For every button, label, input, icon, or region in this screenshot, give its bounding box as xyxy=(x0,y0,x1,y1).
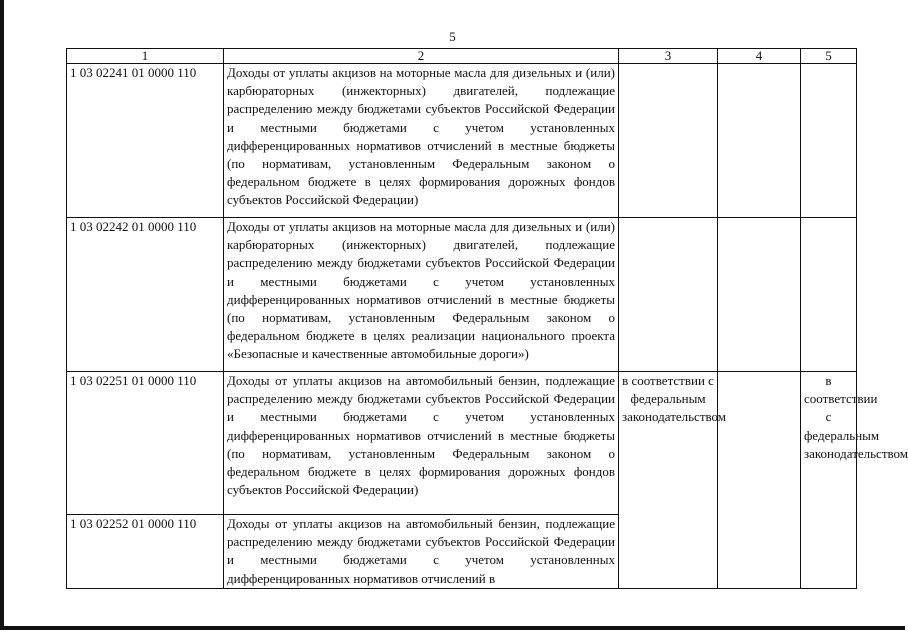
revenue-codes-table xyxy=(66,48,908,589)
revenue-code-cell: 1 03 02241 01 0000 110 xyxy=(67,64,224,218)
table-header-row xyxy=(67,49,857,64)
revenue-code-cell: 1 03 02252 01 0000 110 xyxy=(67,515,224,589)
column-header-5: 5 xyxy=(801,49,857,64)
table-row xyxy=(67,372,857,515)
column-5-cell xyxy=(801,218,857,372)
page-frame-bottom-edge xyxy=(0,626,905,630)
column-3-basis-cell: в соответствии с федеральным законодательством xyxy=(619,372,718,589)
column-header-1: 1 xyxy=(67,49,224,64)
revenue-description-cell: Доходы от уплаты акцизов на моторные масла для дизельных и (или) карбюраторных (инжекторных) двигателей, подлежащие распределению между бюджетами субъектов Российской Федерации и местными бюджетами с учетом установленных дифференцированных нормативов отчислений в местные бюджеты (по нормативам, установленным Федеральным законом о федеральном бюджете в целях реализации национального проекта «Безопасные и качественные автомобильные дороги») xyxy=(224,218,619,372)
revenue-code-cell: 1 03 02251 01 0000 110 xyxy=(67,372,224,515)
revenue-description-cell: Доходы от уплаты акцизов на моторные масла для дизельных и (или) карбюраторных (инжекторных) двигателей, подлежащие распределению между бюджетами субъектов Российской Федерации и местными бюджетами с учетом установленных дифференцированных нормативов отчислений в местные бюджеты (по нормативам, установленным Федеральным законом о федеральном бюджете в целях формирования дорожных фондов субъектов Российской Федерации) xyxy=(224,64,619,218)
revenue-description-cell: Доходы от уплаты акцизов на автомобильный бензин, подлежащие распределению между бюджетами субъектов Российской Федерации и местными бюджетами с учетом установленных дифференцированных нормативов отчислений в xyxy=(224,515,619,589)
revenue-code-cell: 1 03 02242 01 0000 110 xyxy=(67,218,224,372)
column-3-cell xyxy=(619,218,718,372)
column-4-cell xyxy=(718,218,801,372)
column-5-cell xyxy=(801,64,857,218)
revenue-description-cell: Доходы от уплаты акцизов на автомобильный бензин, подлежащие распределению между бюджетами субъектов Российской Федерации и местными бюджетами с учетом установленных дифференцированных нормативов отчислений в местные бюджеты (по нормативам, установленным Федеральным законом о федеральном бюджете в целях формирования дорожных фондов субъектов Российской Федерации) xyxy=(224,372,619,515)
column-3-cell xyxy=(619,64,718,218)
page-frame-left-edge xyxy=(0,0,4,630)
column-header-3: 3 xyxy=(619,49,718,64)
column-4-cell xyxy=(718,64,801,218)
column-4-cell xyxy=(718,372,801,589)
table-row xyxy=(67,218,857,372)
page-number: 5 xyxy=(449,29,456,44)
table-row xyxy=(67,64,857,218)
column-header-2: 2 xyxy=(224,49,619,64)
column-header-4: 4 xyxy=(718,49,801,64)
column-5-basis-cell: в соответствии с федеральным законодательством xyxy=(801,372,857,589)
